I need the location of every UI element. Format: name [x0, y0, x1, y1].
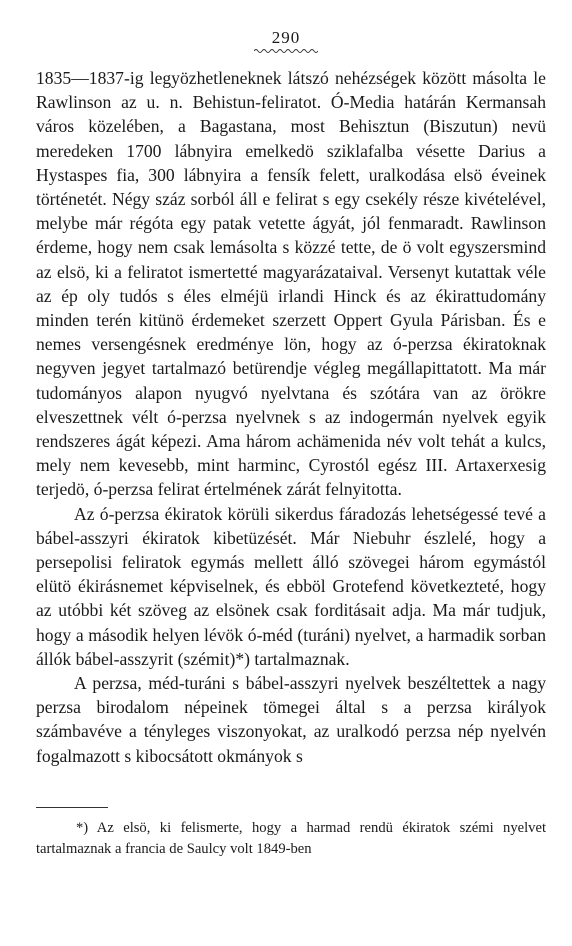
footnote-separator [36, 807, 108, 808]
page-header [0, 28, 572, 54]
page-body [36, 66, 546, 768]
wavy-rule-ornament [254, 48, 318, 54]
paragraph: Az ó-perzsa ékiratok körüli sikerdus fáradozás lehetségessé tevé a bábel-asszyri ékiratok kibetüzését. Már Niebuhr észlelé, hogy a persepolisi feliratok egymás mellett álló szövegei három egymástól elütö ékirásnemet képviselnek, és ebböl Grotefend következteté, hogy az utóbbi két szöveg az elsönek csak forditásait adja. Ma már tudjuk, hogy a második helyen lévök ó-méd (turáni) nyelvet, a harmadik sorban állók bábel-asszyrit (szémit)*) tartalmaznak. [36, 503, 546, 669]
footnote: *) Az elsö, ki felismerte, hogy a harmad rendü ékiratok szémi nyelvet tartalmaznak a francia de Saulcy volt 1849-ben [36, 820, 546, 857]
paragraph: A perzsa, méd-turáni s bábel-asszyri nyelvek beszéltettek a nagy perzsa birodalom népeinek tömegei által s a perzsa királyok számbavéve a tényleges viszonyokat, az uralkodó perzsa nép nyelvén fogalmazott s kibocsátott okmányok s [36, 673, 546, 766]
page-number: 290 [271, 28, 301, 47]
paragraph: 1835—1837-ig legyözhetleneknek látszó nehézségek között másolta le Rawlinson az u. n. Behistun-feliratot. Ó-Media határán Kermansah város közelében, a Bagastana, most Behisztun (Biszutun) nevü meredeken 1700 lábnyira emelkedö sziklafalba vésette Darius a Hystaspes fia, 300 lábnyira a fensík felett, uralkodása elsö éveinek történetét. Négy száz sorból áll e felirat s egy csekély része kivételével, melybe már régóta egy patak vetette ágyát, jól fenmaradt. Rawlinson érdeme, hogy nem csak lemásolta s közzé tette, de ö volt egyszersmind az elsö, ki a feliratot ismertetté magyarázataival. Versenyt kutattak véle az ép oly tudós s éles elméjü irlandi Hinck és az ékirattudomány minden terén kitünö érdemeket szerzett Oppert Gyula Párisban. És e nemes versengésnek eredménye lön, hogy az ó-perzsa ékiratoknak negyven jegyet tartalmazó betürendje végleg megállapittatott. Ma már tudományos alapon nyugvó nyelvtana és szótára van az örökre elveszettnek vélt ó-perzsa nyelvnek s az indogermán nyelvek egyik rendszeres ágát képezi. Ama három achämenida név volt tehát a kulcs, mely nem kevesebb, mint harminc, Cyrostól egész III. Artaxerxesig terjedö, ó-perzsa felirat értelmének zárát felnyitotta. [36, 68, 546, 500]
